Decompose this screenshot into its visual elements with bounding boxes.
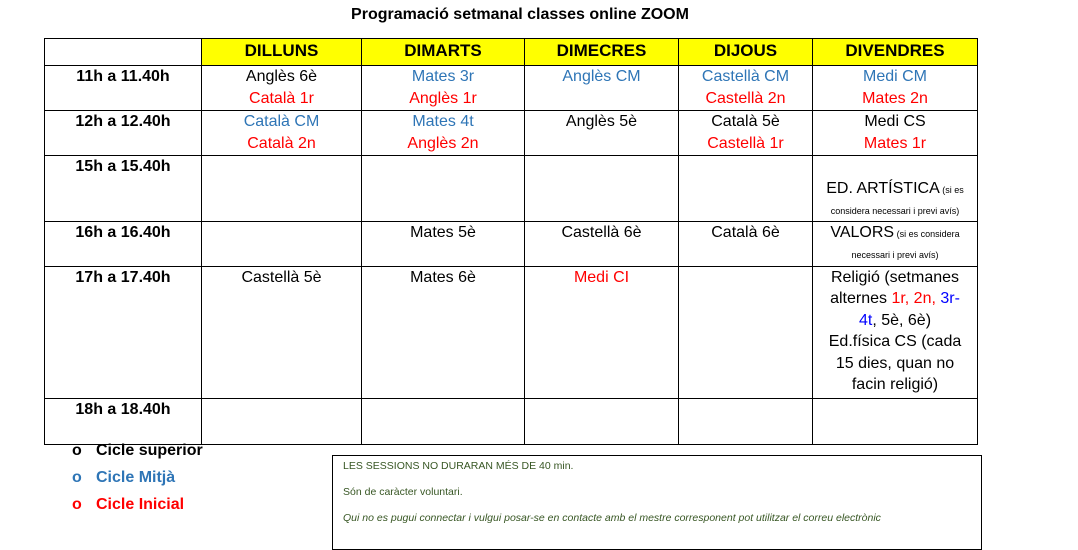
class-entry: Medi CM <box>862 68 927 85</box>
class-entry: Català CM <box>243 113 320 130</box>
class-entry: Anglès 6è <box>245 68 318 85</box>
class-entry: ED. ARTÍSTICA (si es considera necessari i previ avís) <box>826 179 964 216</box>
class-note: (si es considera necessari i previ avís) <box>851 228 960 260</box>
note-voluntary: Són de caràcter voluntari. <box>343 486 463 498</box>
class-cell <box>362 266 525 398</box>
class-cell <box>813 398 978 444</box>
class-cell <box>202 66 362 111</box>
class-cell <box>679 111 813 156</box>
class-entry: Mates 1r <box>863 134 927 152</box>
class-entry: Mates 2n <box>862 89 928 107</box>
class-cell <box>362 221 525 266</box>
bullet-icon: o <box>72 496 82 513</box>
class-entry: Castellà CM <box>701 68 790 85</box>
class-entry: Català 6è <box>711 223 780 241</box>
time-slot: 12h a 12.40h <box>45 111 202 156</box>
class-cell <box>813 156 978 222</box>
class-entry: 15 dies, quan no <box>835 354 955 372</box>
class-cell <box>362 398 525 444</box>
class-cell <box>202 266 362 398</box>
class-entry: Anglès 5è <box>565 113 638 130</box>
class-cell <box>679 266 813 398</box>
class-entry: Castellà 1r <box>707 134 784 152</box>
header-row <box>45 39 978 66</box>
class-cell <box>202 221 362 266</box>
page-title: Programació setmanal classes online ZOOM <box>351 6 689 23</box>
class-entry: Mates 6è <box>410 268 476 286</box>
class-cell <box>679 221 813 266</box>
class-entry: Català 5è <box>711 113 780 130</box>
note-contact: Qui no es pugui connectar i vulgui posar-se en contacte amb el mestre corresponent pot utilitzar el correu electrònic <box>343 512 881 524</box>
schedule-row <box>45 111 978 156</box>
class-entry: Català 1r <box>249 89 314 107</box>
class-entry: Anglès 2n <box>407 134 479 152</box>
legend-label: Cicle superior <box>96 442 203 459</box>
class-cell <box>679 156 813 222</box>
class-cell <box>525 266 679 398</box>
time-slot: 16h a 16.40h <box>45 221 202 266</box>
day-header: DILLUNS <box>202 39 362 66</box>
note-duration: LES SESSIONS NO DURARAN MÉS DE 40 min. <box>343 460 574 472</box>
class-cell <box>813 221 978 266</box>
bullet-icon: o <box>72 442 82 459</box>
class-entry: VALORS (si es considera necessari i previ avís) <box>830 223 960 260</box>
schedule-row <box>45 398 978 444</box>
class-entry: Ed.física CS (cada <box>828 333 962 350</box>
bullet-icon: o <box>72 469 82 486</box>
legend-label: Cicle Mitjà <box>96 469 176 486</box>
legend-item <box>72 494 203 521</box>
class-entry: Castellà 5è <box>241 268 322 286</box>
class-entry: Castellà 2n <box>705 89 786 107</box>
class-cell <box>813 266 978 398</box>
class-entry: Mates 3r <box>411 68 475 85</box>
class-entry: Medi CI <box>573 268 630 286</box>
class-cell <box>525 66 679 111</box>
class-cell <box>525 156 679 222</box>
time-slot: 17h a 17.40h <box>45 266 202 398</box>
schedule-row <box>45 221 978 266</box>
class-entry: Religió (setmanes <box>830 268 960 286</box>
legend-item <box>72 440 203 467</box>
day-header: DIJOUS <box>679 39 813 66</box>
schedule-row <box>45 156 978 222</box>
time-slot: 18h a 18.40h <box>45 398 202 444</box>
schedule-table <box>44 38 978 445</box>
schedule-row <box>45 66 978 111</box>
time-slot: 11h a 11.40h <box>45 66 202 111</box>
class-entry: Mates 4t <box>412 113 474 130</box>
day-header: DIMARTS <box>362 39 525 66</box>
class-cell <box>813 66 978 111</box>
class-entry: Anglès 1r <box>409 89 477 107</box>
legend-label: Cicle Inicial <box>96 496 185 513</box>
class-cell <box>202 156 362 222</box>
class-entry: Català 2n <box>247 134 316 152</box>
time-slot: 15h a 15.40h <box>45 156 202 222</box>
class-cell <box>362 66 525 111</box>
class-cell <box>202 398 362 444</box>
class-entry <box>815 156 975 178</box>
corner-cell <box>45 39 202 66</box>
class-entry: Medi CS <box>864 113 926 130</box>
class-cell <box>202 111 362 156</box>
class-cell <box>679 66 813 111</box>
class-cell <box>813 111 978 156</box>
day-header: DIMECRES <box>525 39 679 66</box>
day-header: DIVENDRES <box>813 39 978 66</box>
legend-item <box>72 467 203 494</box>
class-entry: facin religió) <box>851 376 939 393</box>
class-cell <box>525 111 679 156</box>
class-note: (si es considera necessari i previ avís) <box>830 184 964 216</box>
class-entry: Castellà 6è <box>561 223 642 241</box>
class-entry: alternes 1r, 2n, 3r- <box>830 290 960 307</box>
cycle-legend <box>72 440 203 521</box>
class-entry: 4t, 5è, 6è) <box>858 311 932 329</box>
class-entry: Anglès CM <box>562 68 641 85</box>
class-cell <box>679 398 813 444</box>
class-cell <box>362 156 525 222</box>
class-cell <box>525 221 679 266</box>
schedule-row <box>45 266 978 398</box>
notes-box <box>332 455 982 550</box>
class-cell <box>362 111 525 156</box>
class-cell <box>525 398 679 444</box>
class-entry: Mates 5è <box>410 223 476 241</box>
